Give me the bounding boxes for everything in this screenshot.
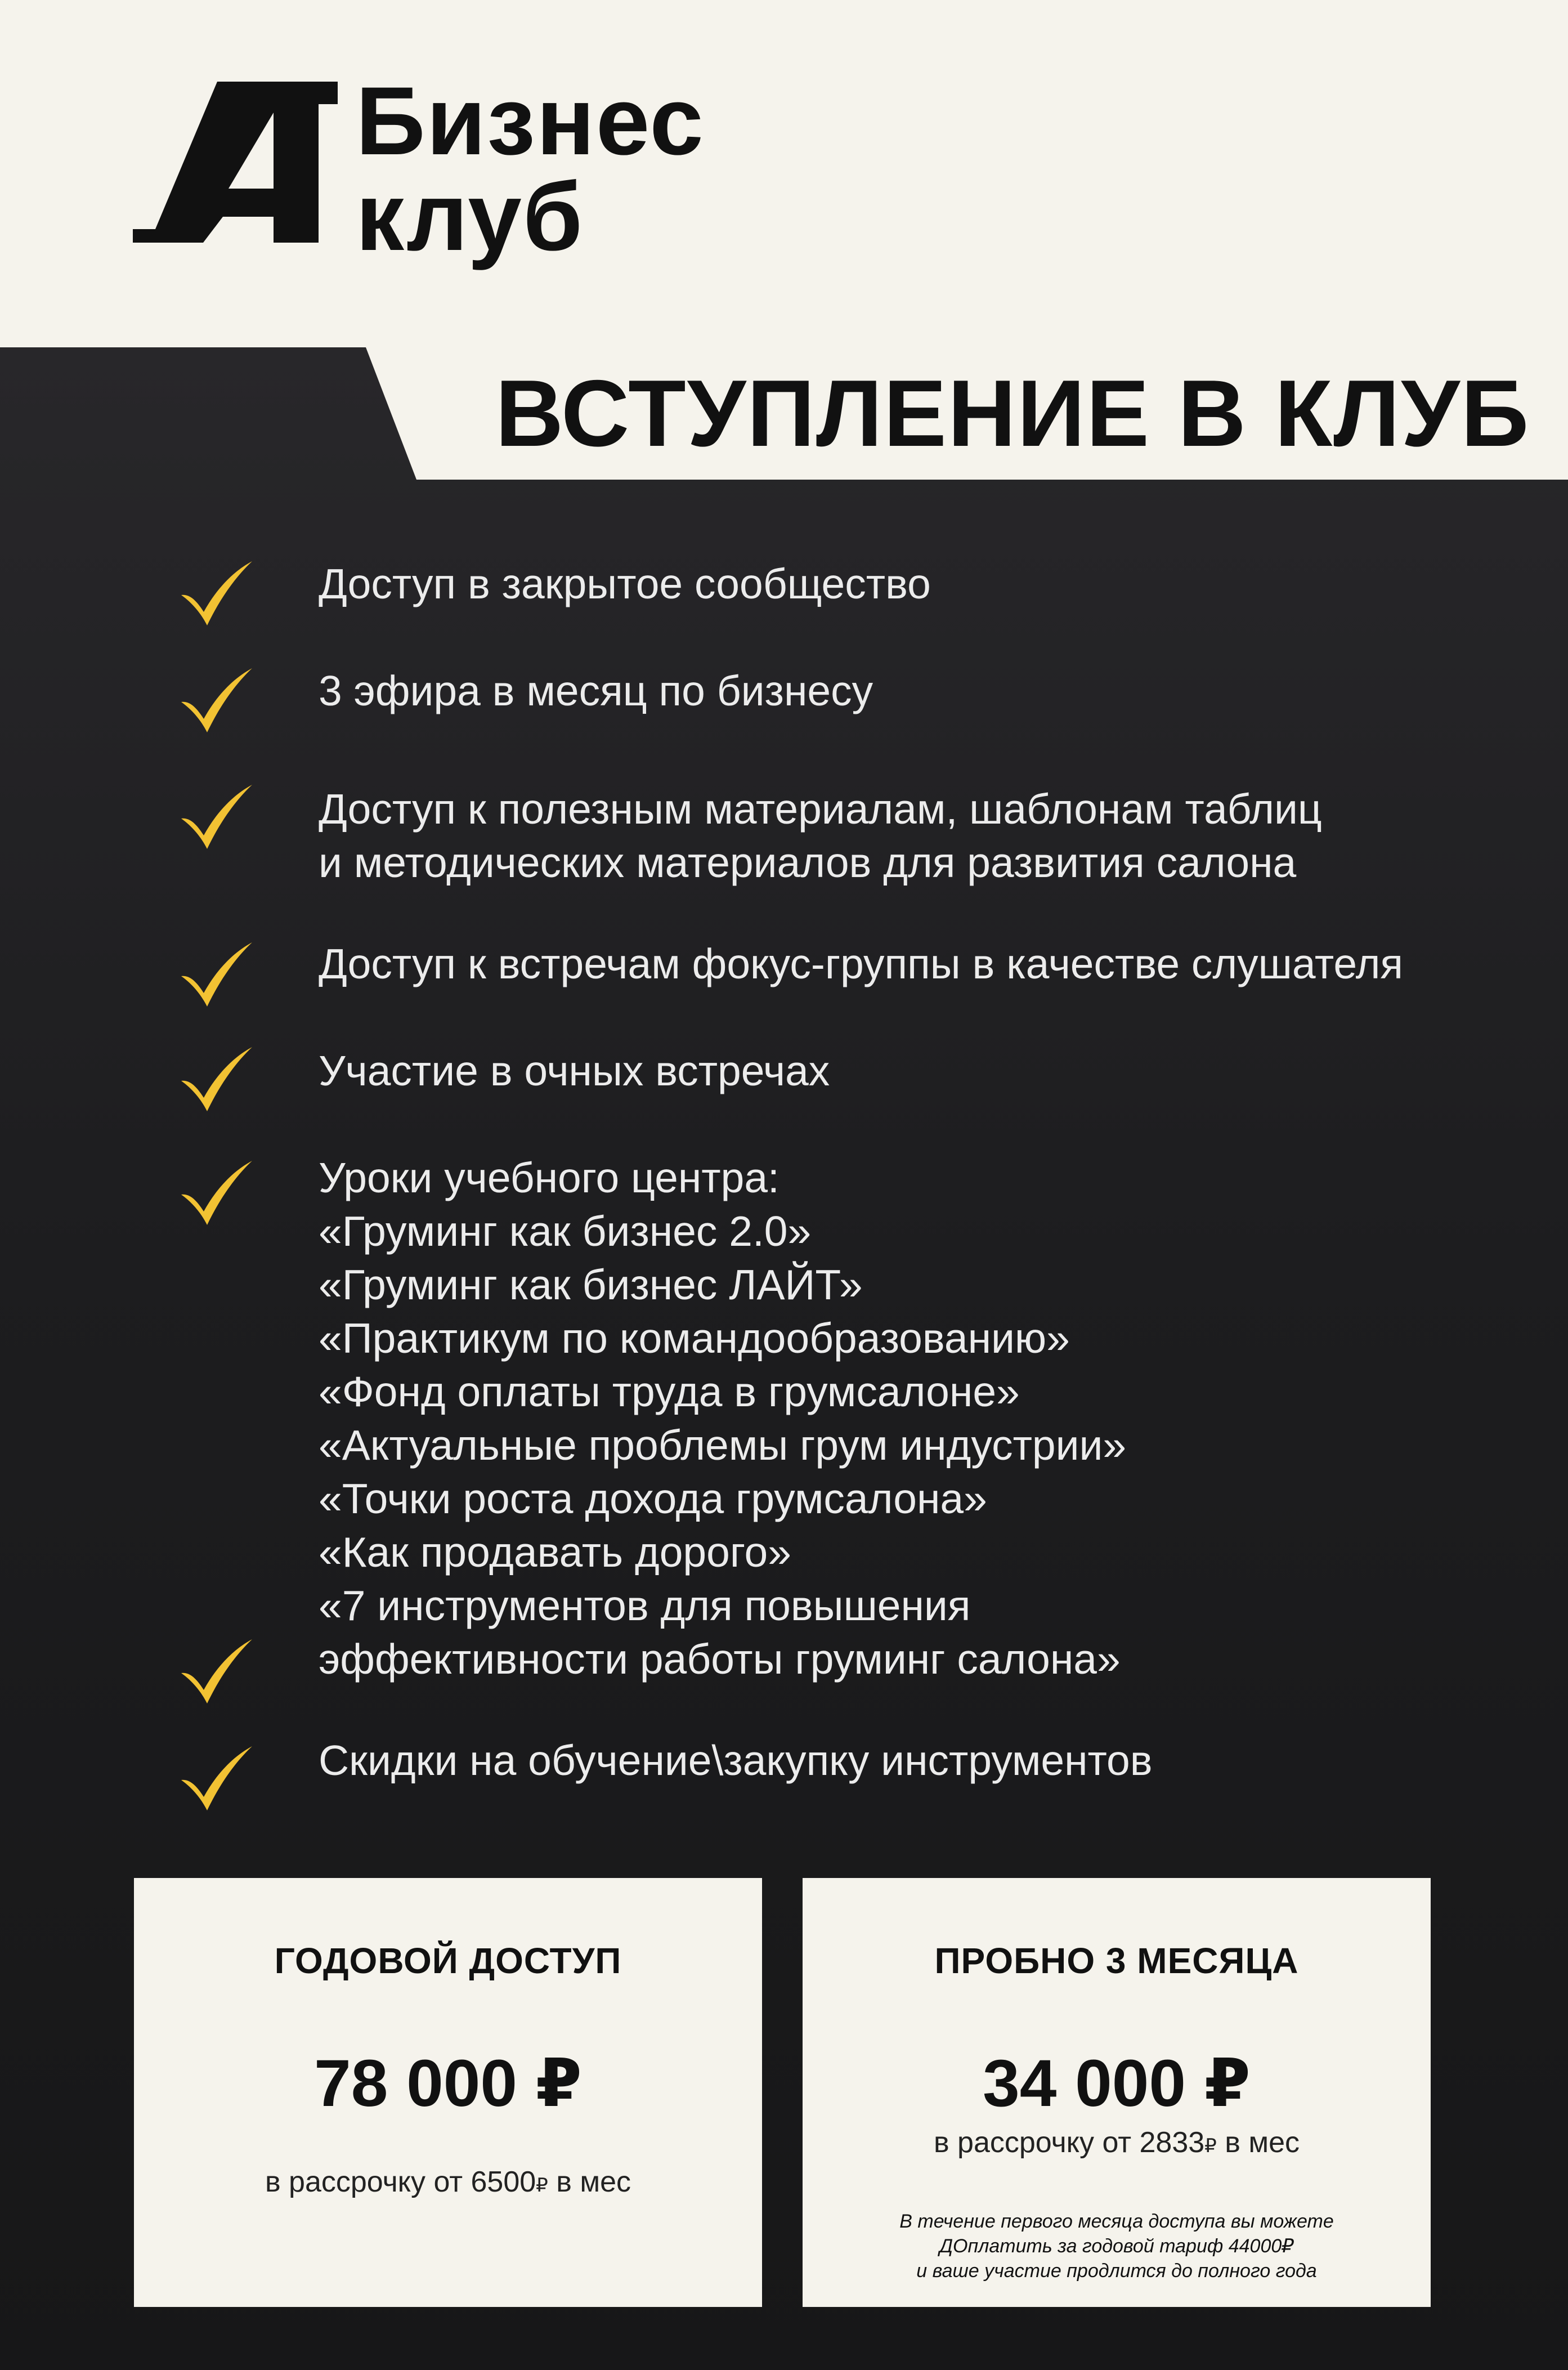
installment-currency: ₽ <box>1204 2135 1217 2157</box>
plan-installment <box>803 2126 1431 2159</box>
plan-title: ГОДОВОЙ ДОСТУП <box>274 1940 622 1981</box>
plan-price: 34 000 ₽ <box>983 2046 1251 2121</box>
feature-line: Уроки учебного центра: <box>319 1154 779 1201</box>
check-icon <box>179 784 254 850</box>
check-icon <box>179 560 254 627</box>
feature-text <box>319 664 873 718</box>
installment-prefix: в рассрочку от 6500 <box>265 2166 536 2198</box>
plan-title: ПРОБНО 3 МЕСЯЦА <box>934 1940 1299 1981</box>
check-icon <box>179 941 254 1008</box>
plan-note-line: и ваше участие продлится до полного года <box>916 2260 1317 2282</box>
logo-a-mark-icon <box>133 82 338 243</box>
installment-currency: ₽ <box>536 2175 548 2196</box>
plan-note-line: В течение первого месяца доступа вы можете <box>899 2211 1334 2232</box>
feature-line: «Как продавать дорого» <box>319 1528 791 1576</box>
plan-card-trial[interactable] <box>803 1878 1431 2307</box>
installment-prefix: в рассрочку от 2833 <box>933 2126 1205 2159</box>
feature-line: и методических материалов для развития салона <box>319 839 1297 886</box>
feature-line: Доступ к полезным материалам, шаблонам таблиц <box>319 785 1322 833</box>
plan-card-annual[interactable] <box>134 1878 762 2307</box>
feature-text <box>319 1734 1153 1787</box>
check-icon <box>179 1638 254 1705</box>
feature-line: Скидки на обучение\закупку инструментов <box>319 1737 1153 1784</box>
feature-text <box>319 1044 830 1098</box>
check-icon <box>179 1745 254 1812</box>
feature-line: «Груминг как бизнес ЛАЙТ» <box>319 1261 863 1308</box>
check-icon <box>179 1046 254 1112</box>
feature-text <box>319 782 1322 889</box>
plan-note <box>803 2209 1431 2283</box>
logo-line2: клуб <box>356 163 584 271</box>
logo-text <box>356 67 705 271</box>
feature-line: эффективности работы груминг салона» <box>319 1635 1121 1683</box>
feature-line: Доступ в закрытое сообщество <box>319 560 931 607</box>
check-icon <box>179 1160 254 1226</box>
feature-line: «Точки роста дохода грумсалона» <box>319 1475 987 1522</box>
feature-text <box>319 557 931 611</box>
plan-installment <box>134 2165 762 2199</box>
page-title: ВСТУПЛЕНИЕ В КЛУБ <box>495 360 1530 466</box>
plan-note-line: ДОплатить за годовой тариф 44000₽ <box>939 2235 1294 2257</box>
feature-text <box>319 937 1403 991</box>
feature-text <box>319 1151 1126 1686</box>
feature-line: «Груминг как бизнес 2.0» <box>319 1208 812 1255</box>
feature-line: «7 инструментов для повышения <box>319 1582 971 1629</box>
feature-line: «Фонд оплаты труда в грумсалоне» <box>319 1368 1020 1415</box>
check-icon <box>179 667 254 734</box>
feature-line: Участие в очных встречах <box>319 1047 830 1094</box>
installment-suffix: в мес <box>548 2166 631 2198</box>
feature-line: «Практикум по командообразованию» <box>319 1314 1070 1362</box>
feature-line: 3 эфира в месяц по бизнесу <box>319 667 873 714</box>
logo-line1: Бизнес <box>356 67 705 175</box>
plan-price: 78 000 ₽ <box>314 2046 582 2121</box>
feature-line: «Актуальные проблемы грум индустрии» <box>319 1421 1127 1469</box>
feature-line: Доступ к встречам фокус-группы в качестве слушателя <box>319 940 1404 987</box>
installment-suffix: в мес <box>1216 2126 1300 2159</box>
